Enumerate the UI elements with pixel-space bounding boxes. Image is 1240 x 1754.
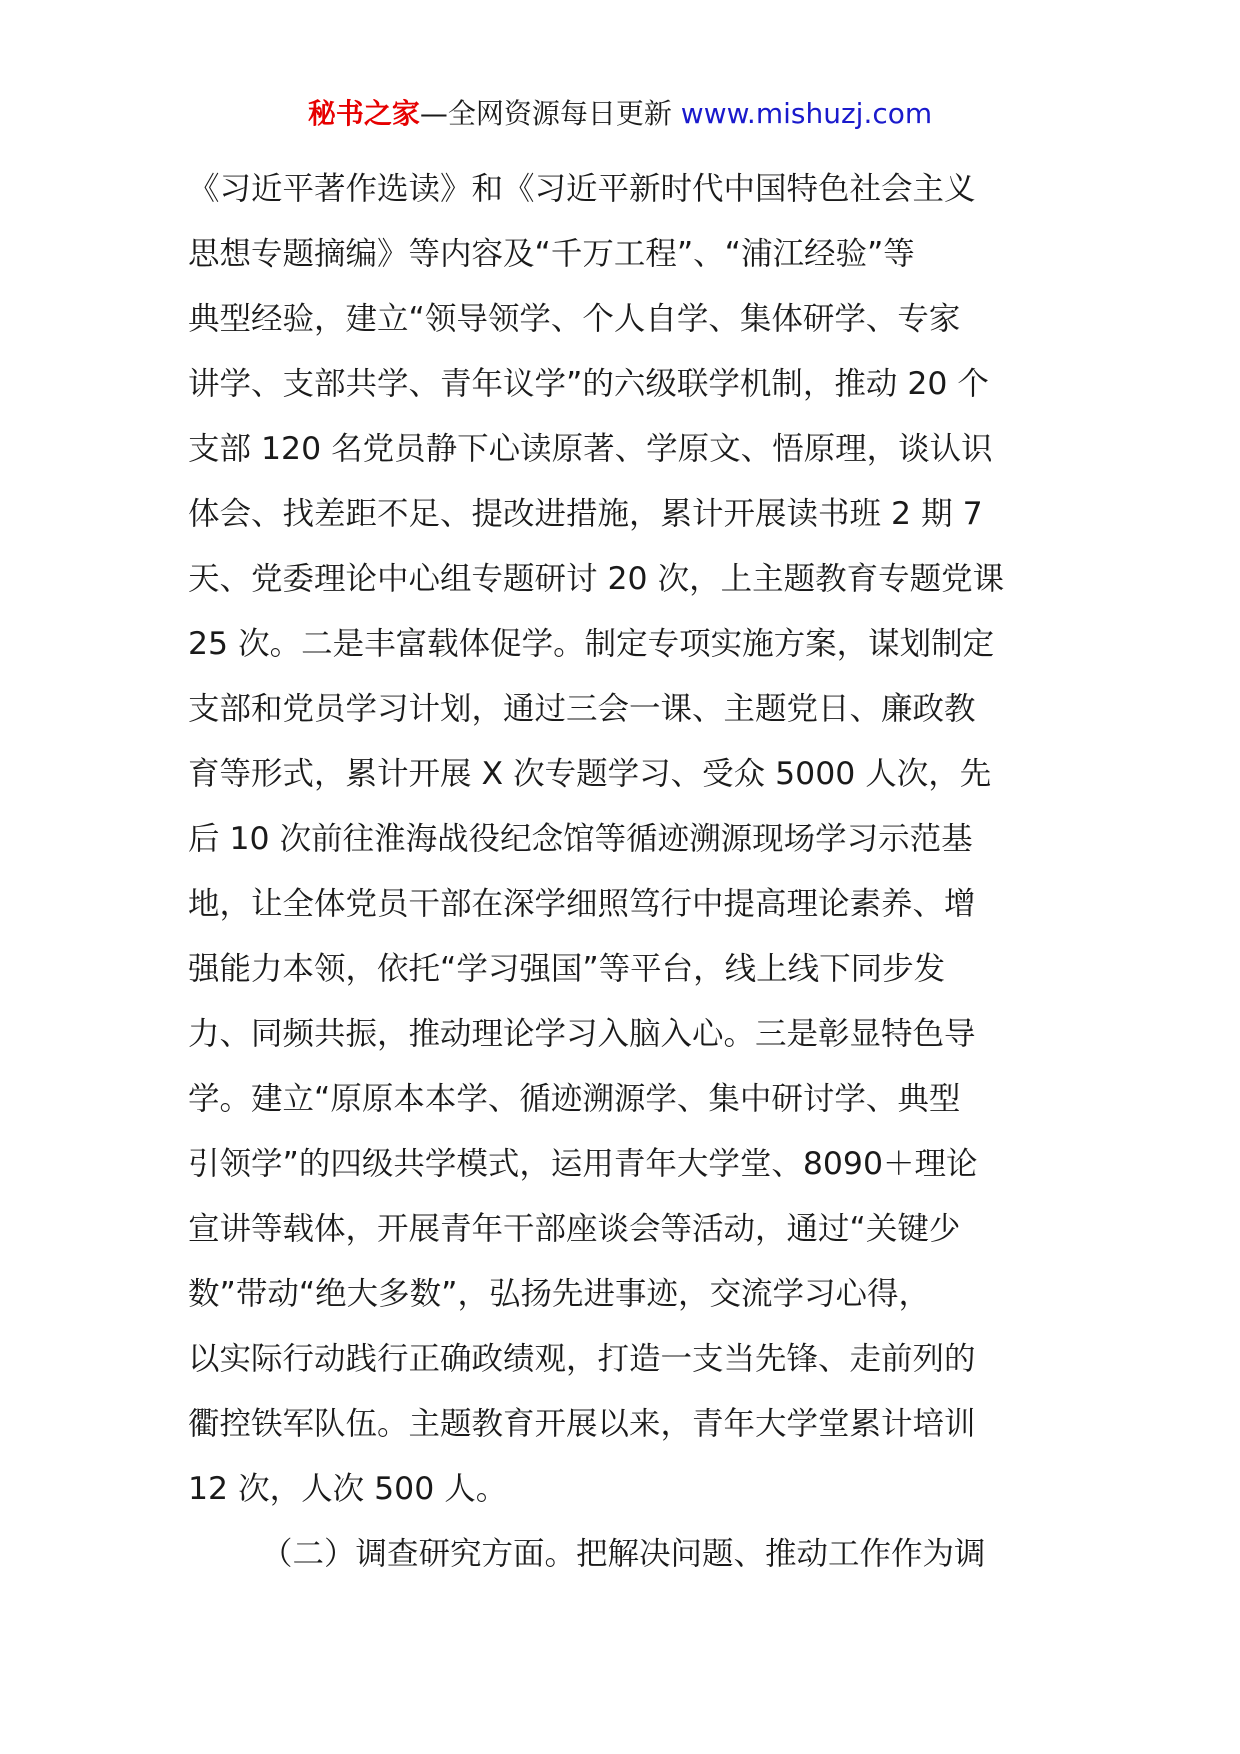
- body-line: 12 次，人次 500 人。: [188, 1471, 508, 1507]
- body-line: 支部 120 名党员静下心读原著、学原文、悟原理，谈认识: [188, 431, 993, 467]
- body-line: 讲学、支部共学、青年议学”的六级联学机制，推动 20 个: [188, 366, 989, 402]
- body-line: 25 次。二是丰富载体促学。制定专项实施方案，谋划制定: [188, 626, 995, 662]
- body-line: 体会、找差距不足、提改进措施，累计开展读书班 2 期 7: [188, 496, 983, 532]
- section-heading-line: （二）调查研究方面。把解决问题、推动工作作为调: [261, 1536, 986, 1572]
- brand-name: 秘书之家: [307, 97, 420, 130]
- page-header: [0, 94, 1240, 134]
- body-line: 以实际行动践行正确政绩观，打造一支当先锋、走前列的: [188, 1341, 976, 1377]
- website-link[interactable]: www.mishuzj.com: [680, 97, 933, 130]
- body-line: 力、同频共振，推动理论学习入脑入心。三是彰显特色导: [188, 1016, 976, 1052]
- body-line: 典型经验，建立“领导领学、个人自学、集体研学、专家: [188, 301, 961, 337]
- body-line: 数”带动“绝大多数”，弘扬先进事迹，交流学习心得，: [188, 1276, 930, 1312]
- body-line: 宣讲等载体，开展青年干部座谈会等活动，通过“关键少: [188, 1211, 961, 1247]
- body-line: 后 10 次前往淮海战役纪念馆等循迹溯源现场学习示范基: [188, 821, 973, 857]
- body-line: 思想专题摘编》等内容及“千万工程”、“浦江经验”等: [188, 236, 915, 272]
- body-line: 天、党委理论中心组专题研讨 20 次，上主题教育专题党课: [188, 561, 1005, 597]
- body-line: 支部和党员学习计划，通过三会一课、主题党日、廉政教: [188, 691, 976, 727]
- body-line: 引领学”的四级共学模式，运用青年大学堂、8090＋理论: [188, 1146, 978, 1182]
- body-line: 育等形式，累计开展 X 次专题学习、受众 5000 人次，先: [188, 756, 992, 792]
- body-line: 学。建立“原原本本学、循迹溯源学、集中研讨学、典型: [188, 1081, 961, 1117]
- body-line: 强能力本领，依托“学习强国”等平台，线上线下同步发: [188, 951, 946, 987]
- header-tagline: —全网资源每日更新: [419, 97, 672, 130]
- body-line: 衢控铁军队伍。主题教育开展以来，青年大学堂累计培训: [188, 1406, 976, 1442]
- body-line: 《习近平著作选读》和《习近平新时代中国特色社会主义: [188, 171, 976, 207]
- body-line: 地，让全体党员干部在深学细照笃行中提高理论素养、增: [188, 886, 976, 922]
- document-body: [188, 166, 1056, 1596]
